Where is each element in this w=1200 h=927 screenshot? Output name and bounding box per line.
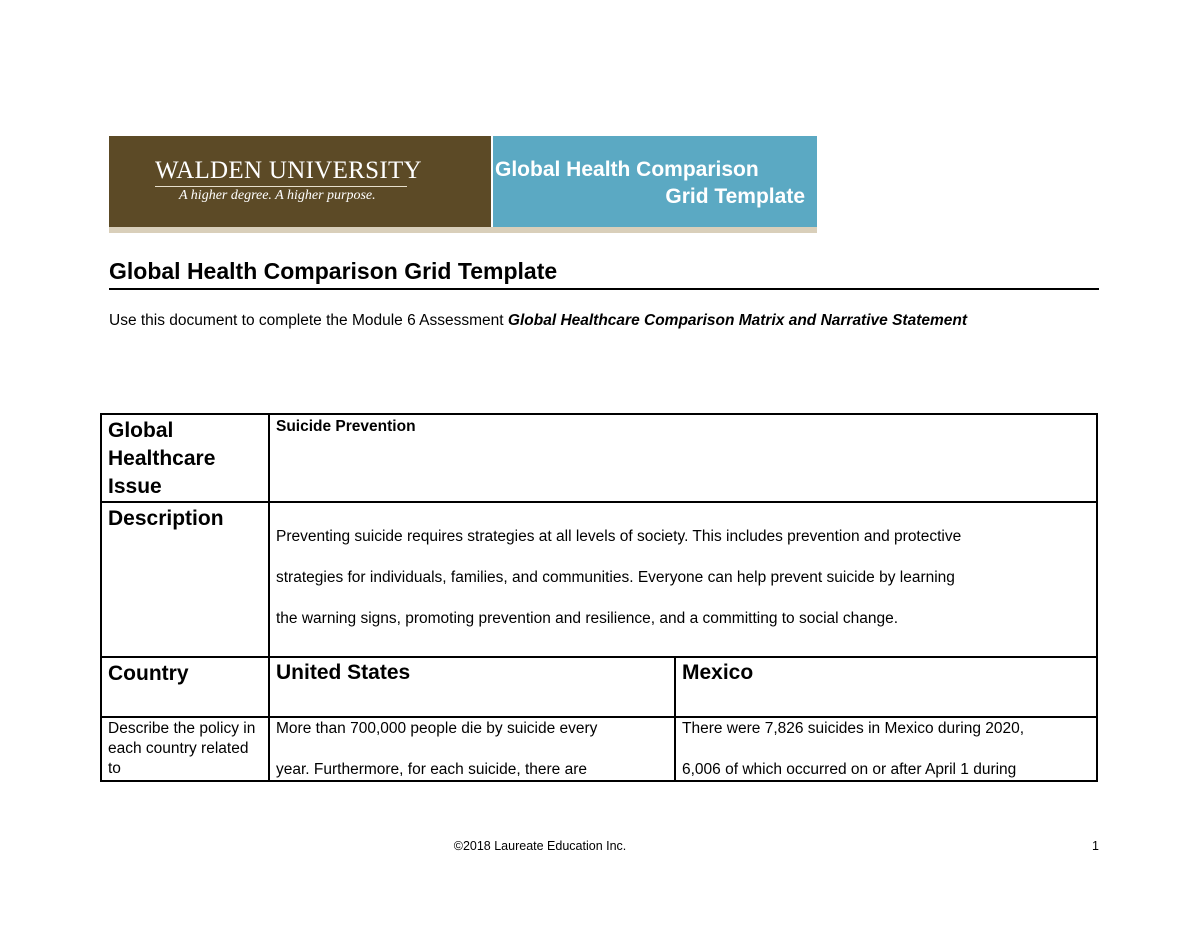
policy-us-line: More than 700,000 people die by suicide every bbox=[276, 720, 598, 737]
description-line: the warning signs, promoting prevention and resilience, and a committing to social change. bbox=[276, 610, 899, 627]
country-us: United States bbox=[269, 657, 675, 717]
table-row bbox=[101, 414, 1097, 502]
country-label: Country bbox=[101, 657, 269, 717]
policy-mexico-line: There were 7,826 suicides in Mexico during 2020, bbox=[682, 720, 1025, 737]
copyright-notice: ©2018 Laureate Education Inc. bbox=[453, 839, 627, 853]
table-row bbox=[101, 502, 1097, 657]
page-title: Global Health Comparison Grid Template bbox=[109, 256, 1099, 290]
page-number: 1 bbox=[1092, 839, 1099, 853]
description-line: Preventing suicide requires strategies at all levels of society. This includes prevention and protective bbox=[276, 528, 962, 545]
banner-accent-strip bbox=[109, 227, 817, 233]
wordmark-divider bbox=[155, 186, 407, 187]
intro-paragraph bbox=[109, 310, 1069, 331]
table-row bbox=[101, 657, 1097, 717]
policy-us bbox=[269, 717, 675, 781]
banner-title-line-2: Grid Template bbox=[665, 185, 805, 208]
description-label: Description bbox=[101, 502, 269, 657]
header-banner bbox=[109, 136, 817, 233]
intro-text: Use this document to complete the Module 6 Assessment bbox=[109, 312, 508, 329]
description-line: strategies for individuals, families, and communities. Everyone can help prevent suicide by learning bbox=[276, 569, 955, 586]
comparison-grid bbox=[100, 413, 1098, 782]
university-wordmark: WALDEN UNIVERSITY bbox=[155, 157, 422, 184]
description-value bbox=[269, 502, 1097, 657]
university-logo-panel bbox=[109, 136, 491, 227]
policy-label: Describe the policy in each country related to bbox=[101, 717, 269, 781]
intro-assessment-name: Global Healthcare Comparison Matrix and Narrative Statement bbox=[507, 312, 968, 329]
banner-title-line-1: Global Health Comparison bbox=[495, 158, 759, 181]
policy-mexico-line: 6,006 of which occurred on or after April 1 during bbox=[682, 761, 1017, 778]
issue-value: Suicide Prevention bbox=[269, 414, 1097, 502]
table-row bbox=[101, 717, 1097, 781]
country-mexico: Mexico bbox=[675, 657, 1097, 717]
policy-mexico bbox=[675, 717, 1097, 781]
banner-title-panel bbox=[493, 136, 817, 227]
policy-us-line: year. Furthermore, for each suicide, there are bbox=[276, 761, 588, 778]
university-tagline: A higher degree. A higher purpose. bbox=[179, 188, 376, 203]
banner-title bbox=[493, 156, 805, 210]
issue-label: Global Healthcare Issue bbox=[101, 414, 269, 502]
